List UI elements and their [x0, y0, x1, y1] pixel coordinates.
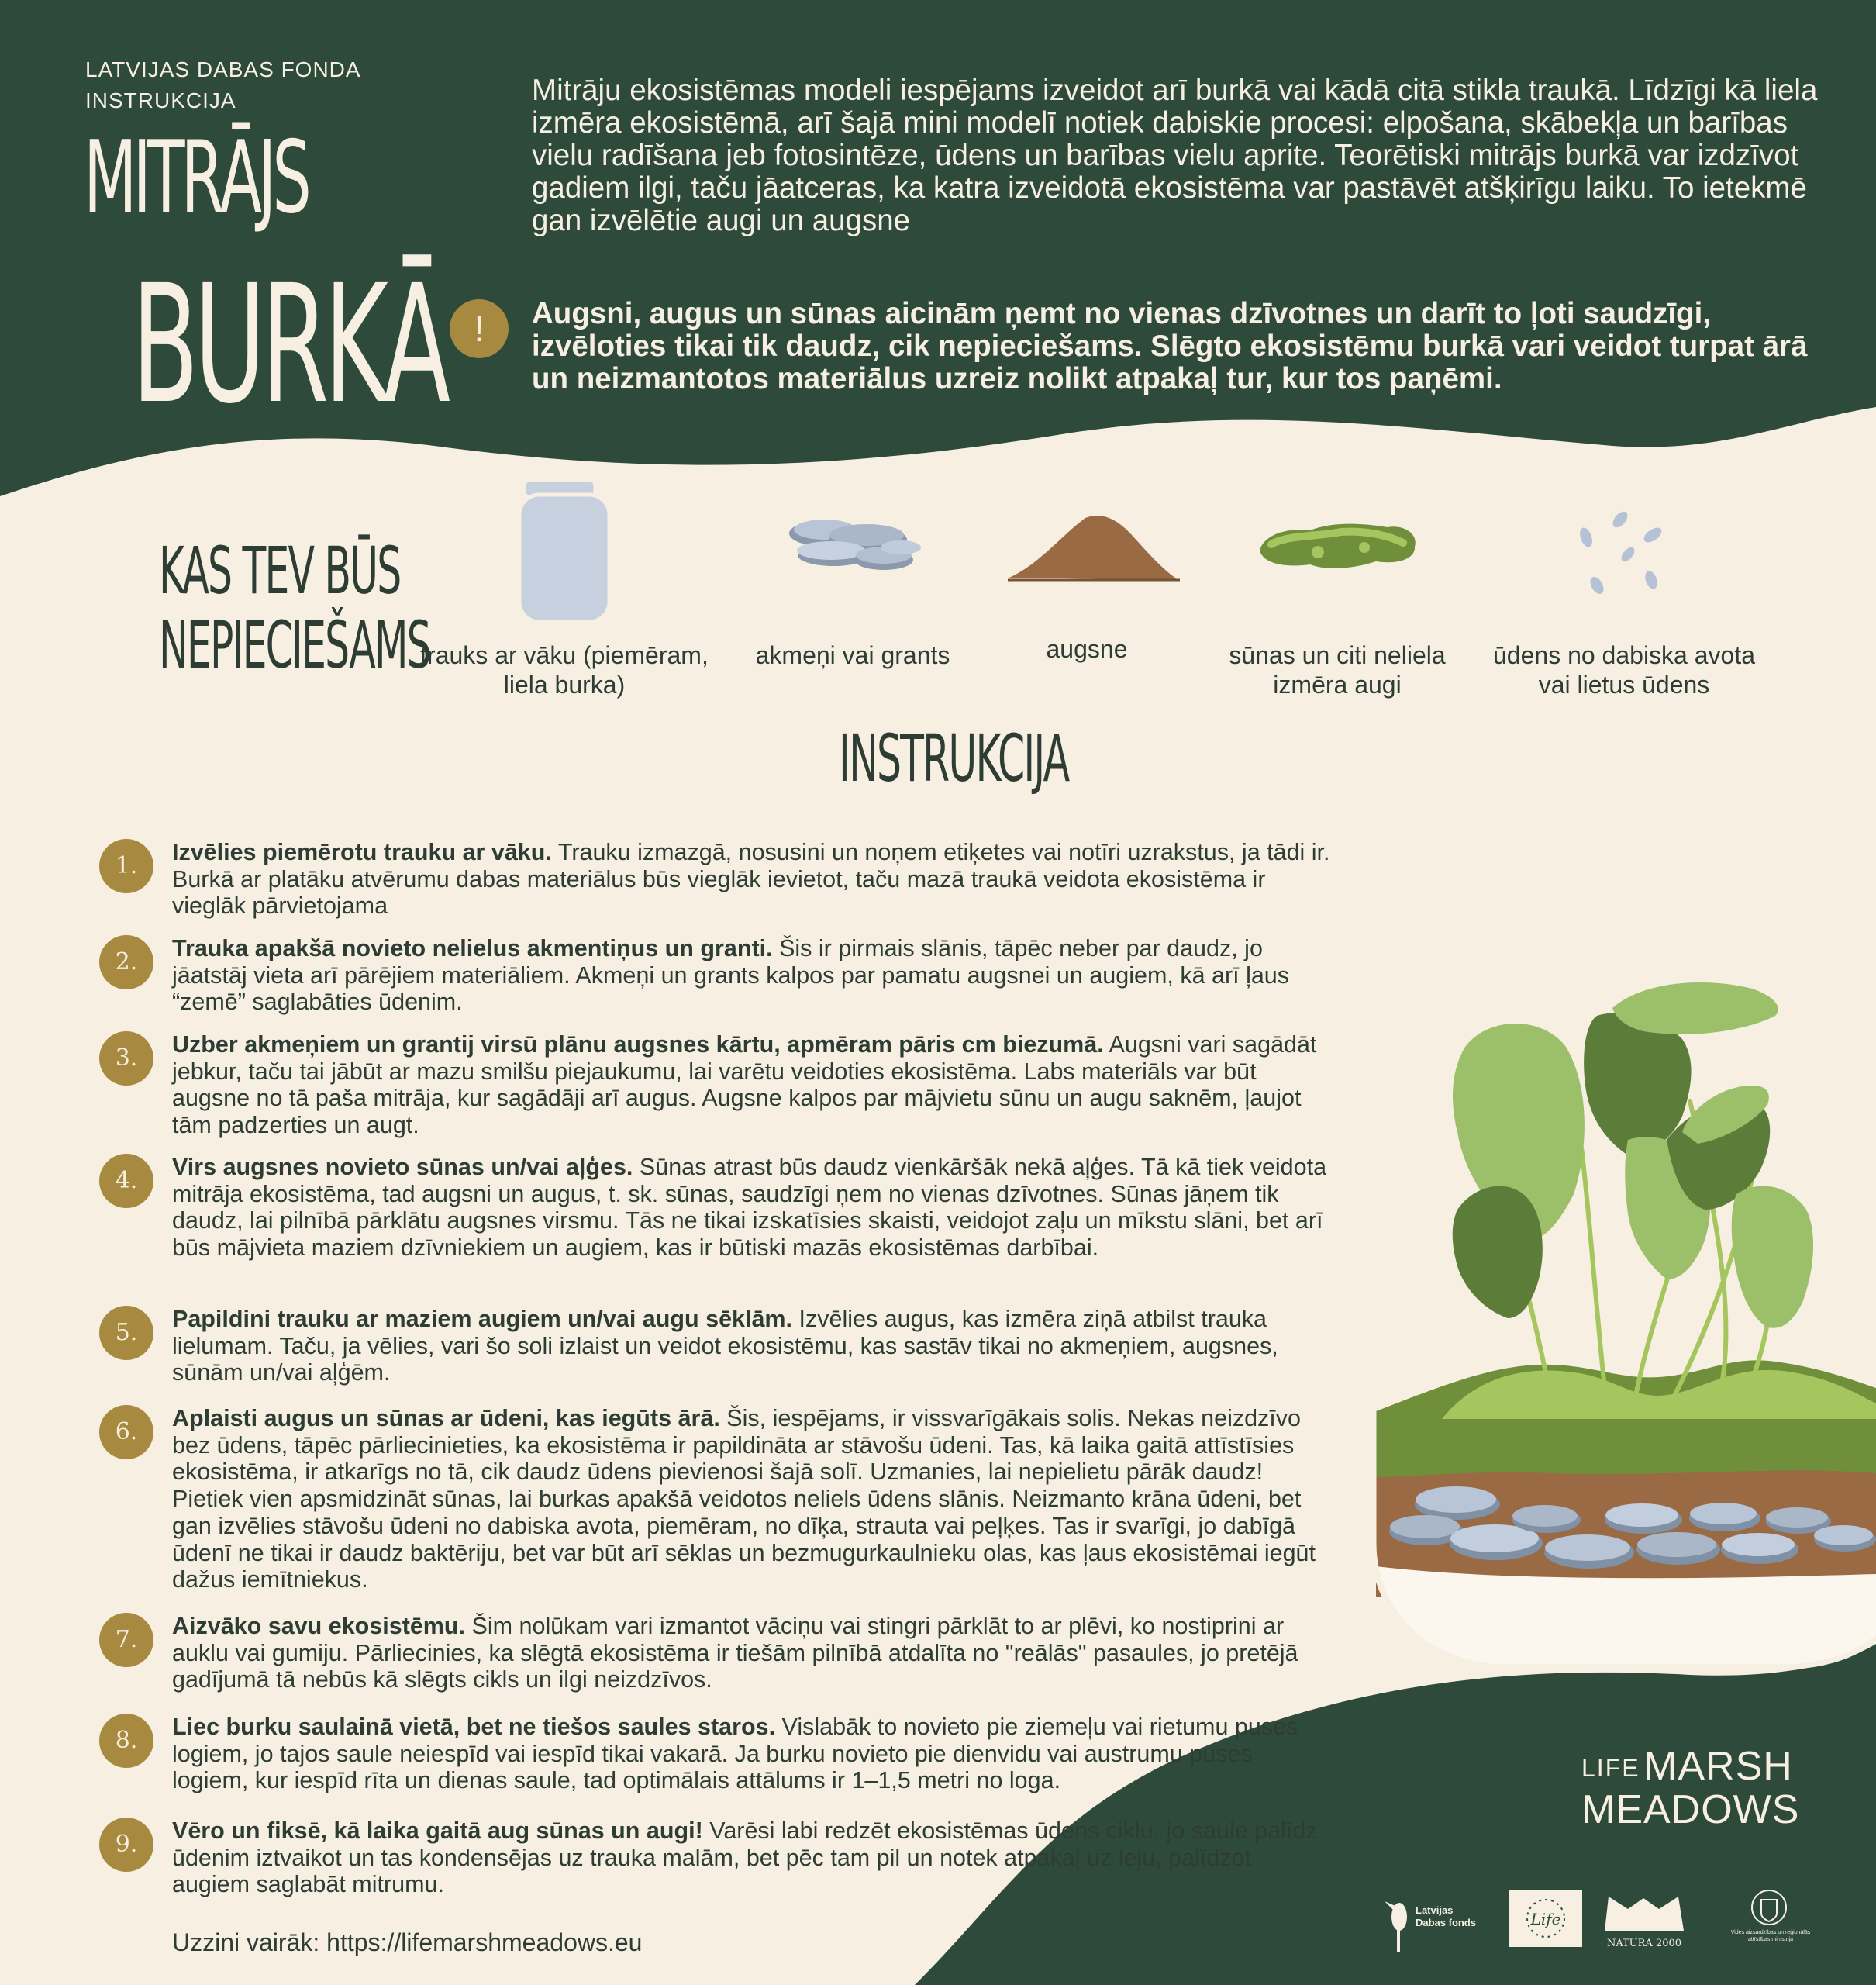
- step-number: 6.: [99, 1405, 153, 1459]
- step-6-text: Šis, iespējams, ir vissvarīgākais solis. Nekas neizdzīvo bez ūdens, tāpēc pārliecinieties, ka ekosistēma ir papildināta ar stāvošu ūdeni. Tas, kā laika gaitā attīstīsies ekosistēma, ir atkarīgs no tā, cik daudz ūdens pievienosi šajā solī. Uzmanies, lai nepielietu pārāk daudz! Pietiek vien apsmidzināt sūnas, lai burkas apakšā veidotos neliels ūdens slānis. Neizmanto krāna ūdeni, bet gan izvēlies stāvošu ūdeni no dabiska avota, piemēram, no dīķa, strauta vai peļķes. Tas ir svarīgi, jo dabīgā ūdenī ne tikai ir daudz baktēriju, bet var būt arī sēklas un bezmugurkaulnieku olas, kas ļaus ekosistēmai iegūt dažus iemītniekus.: [172, 1405, 1316, 1593]
- step-6-lead: Aplaisti augus un sūnas ar ūdeni, kas iegūts ārā.: [172, 1405, 720, 1431]
- step-number: 1.: [99, 839, 153, 893]
- partner-ministry-name: Vides aizsardzības un reģionālās attīstības ministrija: [1730, 1930, 1811, 1942]
- life-marsh-meadows-logo: [1581, 1745, 1799, 1831]
- svg-text:NATURA 2000: NATURA 2000: [1606, 1938, 1682, 1949]
- step-3-text: Augsni vari sagādāt jebkur, taču tai jābūt ar mazu smilšu piejaukumu, lai varētu veidoties ekosistēma. Labs materiāls var būt augsne no tā paša mitrāja, kur sagādāji arī augus. Augsne kalpos par mājvietu sūnu un augu saknēm, ļaujot tām padzerties un augt.: [172, 1031, 1317, 1139]
- needs-title: [159, 533, 430, 682]
- step-1-text: Trauku izmazgā, nosusini un noņem etiķetes vai notīri uzrakstus, ja tādi ir. Burkā ar platāku atvērumu dabas materiālus būs vieglāk ievietot, taču mazā traukā veidota ekosistēma ir vieglāk pārvietojama: [172, 839, 1330, 920]
- need-item-moss: sūnas un citi neliela izmēra augi: [1229, 641, 1446, 699]
- svg-text:Life: Life: [1530, 1910, 1561, 1928]
- terrarium-jar-illustration: [1374, 808, 1876, 1667]
- step-2-text: Šis ir pirmais slānis, tāpēc neber par daudz, jo jāatstāj vieta arī pārējiem materiāliem. Akmeņi un grants kalpos par pamatu augsnei un augiem, kā arī ļaus “zemē” saglabāties ūdenim.: [172, 935, 1290, 1016]
- step-4-text: Sūnas atrast būs daudz vienkāršāk nekā aļģes. Tā kā tiek veidota mitrāja ekosistēma, tad augsni un augus, t. sk. sūnas, saudzīgi ņem no vienas dzīvotnes. Sūnas jāņem tik daudz, lai pilnībā pārklātu augsnes virsmu. Tās ne tikai izskatīsies skaisti, veidojot zaļu un mīkstu slāni, bet arī būs mājvieta maziem dzīvniekiem un augiem, kas ir būtiski mazās ekosistēmas darbībai.: [172, 1154, 1327, 1262]
- stones-icon: [789, 520, 921, 570]
- step-5-text: Izvēlies augus, kas izmēra ziņā atbilst trauka lielumam. Taču, ja vēlies, vari šo soli izlaist un veidot ekosistēmu, kas sastāv tikai no akmeņiem, augsnes, sūnām un/vai aļģēm.: [172, 1306, 1278, 1386]
- step-6: [172, 1405, 1335, 1593]
- step-number: 8.: [99, 1714, 153, 1768]
- step-8-text: Vislabāk to novieto pie ziemeļu vai rietumu puses logiem, jo tajos saule neiespīd vai iespīd tikai vakarā. Ja burku novieto pie dienvidu vai austrumu puses logiem, kur iespīd rīta un dienas saule, tad optimālais attālums ir 1–1,5 metri no loga.: [172, 1714, 1298, 1794]
- needs-title-line1: KAS TEV BŪS: [159, 533, 401, 609]
- soil-icon: [1008, 516, 1180, 580]
- step-number: 3.: [99, 1031, 153, 1086]
- eu-life-logo-icon: [1509, 1889, 1583, 1948]
- step-7-text: Šim nolūkam vari izmantot vāciņu vai stingri pārklāt to ar plēvi, ko nostiprini ar auklu vai gumiju. Pārliecinies, ka slēgtā ekosistēma ir tiešām pilnībā atdalīta no "reālās" pasaules, jo pretējā gadījumā tā nebūs kā slēgts cikls un ilgi neizdzīvos.: [172, 1613, 1298, 1693]
- water-drops-icon: [1578, 509, 1664, 596]
- instructions-title: INSTRUKCIJA: [839, 720, 1069, 796]
- exclamation-icon: !: [450, 299, 509, 358]
- step-number: 4.: [99, 1154, 153, 1208]
- step-number: 7.: [99, 1613, 153, 1667]
- step-3: [172, 1031, 1335, 1139]
- step-9: [172, 1818, 1335, 1898]
- step-1: [172, 839, 1335, 920]
- step-4-lead: Virs augsnes novieto sūnas un/vai aļģes.: [172, 1154, 633, 1180]
- step-8-lead: Liec burku saulainā vietā, bet ne tiešos saules staros.: [172, 1714, 776, 1740]
- logo-marsh: MARSH: [1643, 1744, 1793, 1789]
- logo-meadows: MEADOWS: [1581, 1787, 1800, 1832]
- step-8: [172, 1714, 1335, 1794]
- step-9-lead: Vēro un fiksē, kā laika gaitā aug sūnas un augi!: [172, 1818, 703, 1844]
- need-item-water: ūdens no dabiska avota vai lietus ūdens: [1492, 641, 1756, 699]
- organization-label: LATVIJAS DABAS FONDA INSTRUKCIJA: [85, 57, 360, 112]
- step-number: 2.: [99, 935, 153, 989]
- partner-ldf-name: Latvijas Dabas fonds: [1416, 1904, 1477, 1928]
- need-item-stones: akmeņi vai grants: [755, 641, 950, 669]
- page-title-line2: BURKĀ: [132, 250, 447, 440]
- natura2000-logo-icon: [1605, 1897, 1684, 1949]
- warning-paragraph: Augsni, augus un sūnas aicinām ņemt no vienas dzīvotnes un darīt to ļoti saudzīgi, izvēloties tikai tik daudz, cik nepieciešams. Slēgto ekosistēmu burkā vari veidot turpat ārā un neizmantotos materiālus uzreiz nolikt atpakaļ tur, kur tos paņēmi.: [532, 297, 1808, 395]
- step-4: [172, 1154, 1335, 1262]
- step-5-lead: Papildini trauku ar maziem augiem un/vai augu sēklām.: [172, 1306, 793, 1332]
- logo-life: LIFE: [1581, 1754, 1640, 1782]
- need-item-soil: augsne: [1046, 635, 1128, 663]
- step-7: [172, 1613, 1335, 1693]
- more-info-link[interactable]: Uzzini vairāk: https://lifemarshmeadows.eu: [172, 1928, 643, 1956]
- jar-icon: [519, 481, 609, 622]
- needs-title-line2: NEPIECIEŠAMS: [159, 607, 430, 683]
- step-7-lead: Aizvāko savu ekosistēmu.: [172, 1613, 466, 1639]
- step-number: 5.: [99, 1306, 153, 1360]
- page-title-line1: MITRĀJS: [84, 120, 308, 236]
- moss-icon: [1260, 524, 1416, 568]
- step-2-lead: Trauka apakšā novieto nelielus akmentiņus un granti.: [172, 935, 773, 961]
- step-number: 9.: [99, 1818, 153, 1872]
- step-3-lead: Uzber akmeņiem un grantij virsū plānu augsnes kārtu, apmēram pāris cm biezumā.: [172, 1031, 1104, 1058]
- step-1-lead: Izvēlies piemērotu trauku ar vāku.: [172, 839, 552, 865]
- intro-paragraph: Mitrāju ekosistēmas modeli iespējams izveidot arī burkā vai kādā citā stikla traukā. Līdzīgi kā liela izmēra ekosistēmā, arī šajā mini modelī notiek dabiskie procesi: elpošana, skābekļa un barības vielu radīšana jeb fotosintēze, ūdens un barības vielu aprite. Teorētiski mitrājs burkā var izdzīvot gadiem ilgi, taču jāatceras, ka katra izveidotā ekosistēma var pastāvēt atšķirīgu laiku. To ietekmē gan izvēlētie augi un augsne: [532, 74, 1818, 237]
- need-item-jar: trauks ar vāku (piemēram, liela burka): [420, 641, 709, 699]
- step-9-text: Varēsi labi redzēt ekosistēmas ūdens ciklu, jo saule palīdz ūdenim iztvaikot un tas kondensējas uz trauka malām, bet pēc tam pil un notek atpakaļ uz leju, palīdzot augiem saglabāt mitrumu.: [172, 1818, 1318, 1898]
- step-2: [172, 935, 1335, 1016]
- step-5: [172, 1306, 1335, 1386]
